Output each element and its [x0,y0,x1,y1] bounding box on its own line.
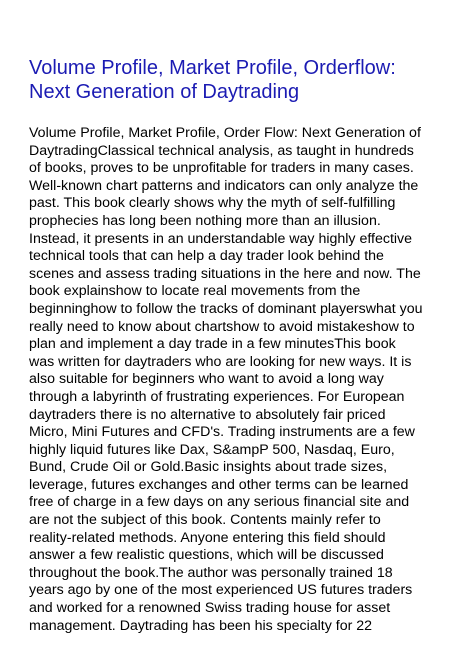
body-line: past. This book clearly shows why the myth of self-fulfilling [29,195,396,212]
body-line: years ago by one of the most experienced US futures traders [29,582,413,599]
body-line: technical tools that can help a day trader look behind the [29,248,384,265]
body-line: are not the subject of this book. Contents mainly refer to [29,512,381,529]
body-line: throughout the book.The author was personally trained 18 [29,564,393,581]
body-line: beginninghow to follow the tracks of dominant playerswhat you [29,300,423,317]
body-line: Bund, Crude Oil or Gold.Basic insights about trade sizes, [29,459,388,476]
body-line: plan and implement a day trade in a few minutesThis book [29,336,396,353]
body-line: leverage, futures exchanges and other terms can be learned [29,476,409,493]
body-line: scenes and assess trading situations in the here and now. The [29,265,421,282]
body-line: Well-known chart patterns and indicators can only analyze the [29,177,419,194]
body-line: free of charge in a few days on any serious financial site and [29,494,410,511]
body-line: of books, proves to be unprofitable for traders in many cases. [29,160,414,177]
body-line: Volume Profile, Market Profile, Order Flow: Next Generation of [29,125,421,141]
title-line: Next Generation of Daytrading [29,80,300,103]
document-body [29,125,459,635]
body-line: book explainshow to locate real movements from the [29,283,361,300]
body-line: really need to know about chartshow to avoid mistakeshow to [29,318,415,335]
body-line: also suitable for beginners who want to avoid a long way [29,371,384,388]
body-line: Instead, it presents in an understandable way highly effective [29,230,413,247]
body-line: daytraders there is no alternative to absolutely fair priced [29,406,386,423]
body-line: reality-related methods. Anyone entering this field should [29,529,386,546]
body-line: management. Daytrading has been his specialty for 22 [29,617,373,634]
body-line: prophecies has long been nothing more than an illusion. [29,212,381,229]
body-line: and worked for a renowned Swiss trading house for asset [29,600,391,617]
title-line: Volume Profile, Market Profile, Orderflow: [29,57,396,79]
body-line: answer a few realistic questions, which will be discussed [29,547,384,564]
body-line: Micro, Mini Futures and CFD's. Trading instruments are a few [29,424,415,441]
body-line: was written for daytraders who are looking for new ways. It is [29,353,412,370]
body-line: highly liquid futures like Dax, S&ampP 500, Nasdaq, Euro, [29,441,395,458]
document-title [29,57,459,104]
body-line: DaytradingClassical technical analysis, as taught in hundreds [29,142,414,159]
body-line: through a labyrinth of frustrating experiences. For European [29,388,405,405]
